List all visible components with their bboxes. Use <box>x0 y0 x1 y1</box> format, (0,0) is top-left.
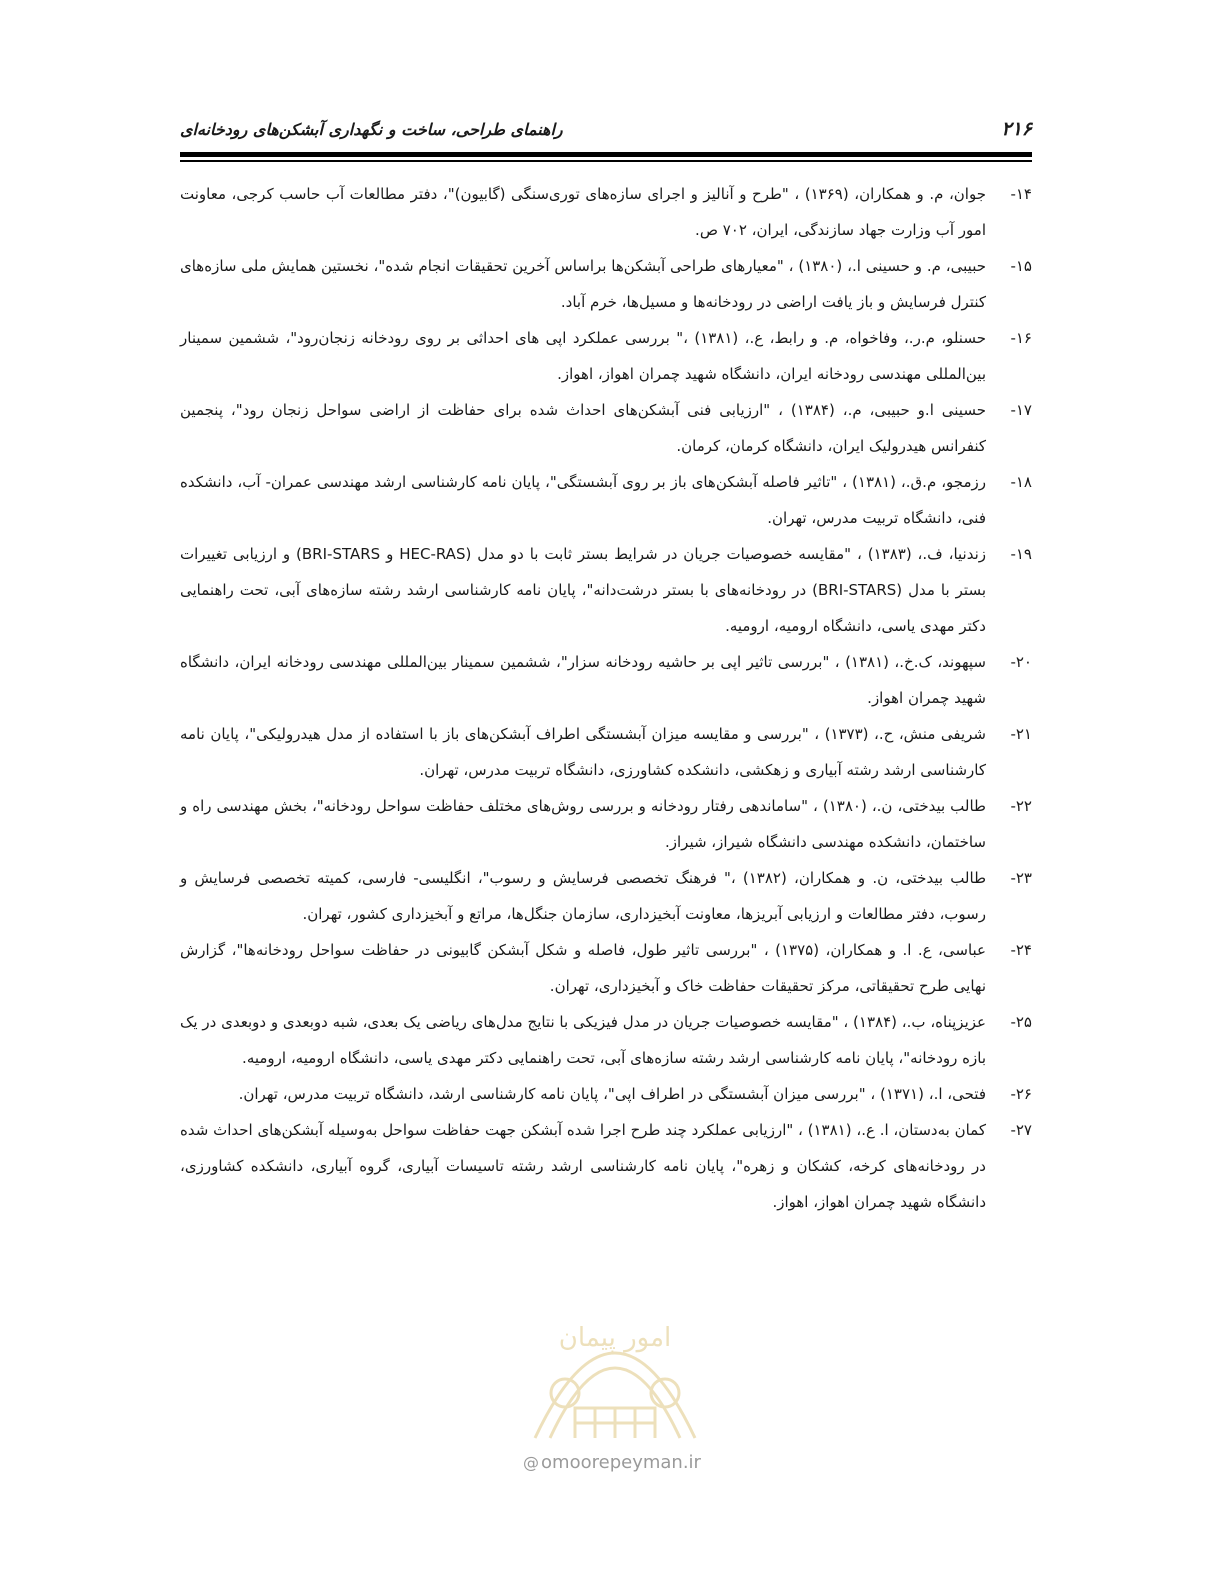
reference-text: سپهوند، ک.خ.، (۱۳۸۱) ، "بررسی تاثیر اپی بر حاشیه رودخانه سزار"، ششمین سمینار بین‌المللی مهندسی رودخانه ایران، دانشگاه شهید چمران اهواز. <box>180 653 986 707</box>
reference-text: رزمجو، م.ق.، (۱۳۸۱) ، "تاثیر فاصله آبشکن‌های باز بر روی آبشستگی"، پایان نامه کارشناسی ارشد مهندسی عمران- آب، دانشکده فنی، دانشگاه تربیت مدرس، تهران. <box>180 473 986 527</box>
reference-text: فتحی، ا.، (۱۳۷۱) ، "بررسی میزان آبشستگی در اطراف اپی"، پایان نامه کارشناسی ارشد، دانشگاه تربیت مدرس، تهران. <box>238 1085 986 1103</box>
reference-text: کمان به‌دستان، ا. ع.، (۱۳۸۱) ، "ارزیابی عملکرد چند طرح اجرا شده آبشکن جهت حفاظت سواحل به‌وسیله آبشکن‌های احداث شده در رودخانه‌های کرخه، کشکان و زهره"، پایان نامه کارشناسی ارشد رشته تاسیسات آبیاری، گروه آبیاری، دانشکده کشاورزی، دانشگاه شهید چمران اهواز، اهواز. <box>180 1121 986 1211</box>
reference-item <box>180 1004 1032 1076</box>
reference-item <box>180 644 1032 716</box>
reference-number: ۲۶- <box>1010 1085 1032 1103</box>
website-url: omoorepeyman.ir <box>541 1452 701 1473</box>
reference-number: ۱۴- <box>1010 185 1032 203</box>
reference-item <box>180 716 1032 788</box>
header-rule-thin <box>180 160 1032 162</box>
at-sign-icon: @ <box>523 1453 540 1472</box>
watermark-logo <box>505 1288 725 1468</box>
reference-text: زندنیا، ف.، (۱۳۸۳) ، "مقایسه خصوصیات جریان در شرایط بستر ثابت با دو مدل (HEC-RAS و BRI-STARS) و ارزیابی تغییرات بستر با مدل (BRI-STARS) در رودخانه‌های با بستر درشت‌دانه"، پایان نامه کارشناسی ارشد رشته سازه‌های آبی، تحت راهنمایی دکتر مهدی یاسی، دانشگاه ارومیه، ارومیه. <box>180 545 987 635</box>
reference-number: ۲۱- <box>1010 725 1032 743</box>
reference-number: ۲۷- <box>1010 1121 1032 1139</box>
reference-number: ۱۸- <box>1010 473 1032 491</box>
reference-text: حسنلو، م.ر.، وفاخواه، م. و رابط، ع.، (۱۳۸۱) ،" بررسی عملکرد اپی های احداثی بر روی رودخانه زنجان‌رود"، ششمین سمینار بین‌المللی مهندسی رودخانه ایران، دانشگاه شهید چمران اهواز، اهواز. <box>180 329 986 383</box>
reference-item <box>180 392 1032 464</box>
reference-text: طالب بیدختی، ن.، (۱۳۸۰) ، "ساماندهی رفتار رودخانه و بررسی روش‌های مختلف حفاظت سواحل رودخانه"، بخش مهندسی راه و ساختمان، دانشکده مهندسی دانشگاه شیراز، شیراز. <box>180 797 986 851</box>
reference-number: ۱۵- <box>1010 257 1032 275</box>
reference-text: عزیزپناه، ب.، (۱۳۸۴) ، "مقایسه خصوصیات جریان در مدل فیزیکی با نتایج مدل‌های ریاضی یک بعدی، شبه دوبعدی و دوبعدی در یک بازه رودخانه"، پایان نامه کارشناسی ارشد رشته سازه‌های آبی، تحت راهنمایی دکتر مهدی یاسی، دانشگاه ارومیه، ارومیه. <box>180 1013 986 1067</box>
reference-item <box>180 1076 1032 1112</box>
reference-item <box>180 176 1032 248</box>
running-title: راهنمای طراحی، ساخت و نگهداری آبشکن‌های رودخانه‌ای <box>180 120 563 139</box>
reference-number: ۱۶- <box>1010 329 1032 347</box>
reference-item <box>180 860 1032 932</box>
reference-number: ۲۴- <box>1010 941 1032 959</box>
reference-text: جوان، م. و همکاران، (۱۳۶۹) ، "طرح و آنالیز و اجرای سازه‌های توری‌سنگی (گابیون)"، دفتر مطالعات آب حاسب کرجی، معاونت امور آب وزارت جهاد سازندگی، ایران، ۷۰۲ ص. <box>180 185 986 239</box>
reference-item <box>180 248 1032 320</box>
reference-number: ۲۳- <box>1010 869 1032 887</box>
reference-number: ۲۲- <box>1010 797 1032 815</box>
reference-text: حبیبی، م. و حسینی ا.، (۱۳۸۰) ، "معیارهای طراحی آبشکن‌ها براساس آخرین تحقیقات انجام شده"، نخستین همایش ملی سازه‌های کنترل فرسایش و باز یافت اراضی در رودخانه‌ها و مسیل‌ها، خرم آباد. <box>180 257 986 311</box>
reference-list <box>180 176 1032 1220</box>
reference-item <box>180 932 1032 1004</box>
reference-number: ۱۷- <box>1010 401 1032 419</box>
reference-text: شریفی منش، ح.، (۱۳۷۳) ، "بررسی و مقایسه میزان آبشستگی اطراف آبشکن‌های باز با استفاده از مدل هیدرولیکی"، پایان نامه کارشناسی ارشد رشته آبیاری و زهکشی، دانشکده کشاورزی، دانشگاه تربیت مدرس، تهران. <box>180 725 986 779</box>
reference-item <box>180 320 1032 392</box>
footer-website <box>0 1452 1224 1473</box>
watermark-brand-text: امور پیمان <box>558 1323 672 1353</box>
reference-number: ۱۹- <box>1010 545 1032 563</box>
reference-item <box>180 536 1032 644</box>
reference-item <box>180 788 1032 860</box>
reference-text: عباسی، ع. ا. و همکاران، (۱۳۷۵) ، "بررسی تاثیر طول، فاصله و شکل آبشکن گابیونی در حفاظت سواحل رودخانه‌ها"، گزارش نهایی طرح تحقیقاتی، مرکز تحقیقات حفاظت خاک و آبخیزداری، تهران. <box>180 941 986 995</box>
reference-number: ۲۵- <box>1010 1013 1032 1031</box>
reference-text: حسینی ا.و حبیبی، م.، (۱۳۸۴) ، "ارزیابی فنی آبشکن‌های احداث شده برای حفاظت از اراضی سواحل زنجان رود"، پنجمین کنفرانس هیدرولیک ایران، دانشگاه کرمان، کرمان. <box>180 401 986 455</box>
page-number: ۲۱۶ <box>1001 118 1032 140</box>
page-header <box>180 118 1032 146</box>
reference-number: ۲۰- <box>1010 653 1032 671</box>
header-rule-thick <box>180 152 1032 157</box>
reference-item <box>180 464 1032 536</box>
reference-item <box>180 1112 1032 1220</box>
reference-text: طالب بیدختی، ن. و همکاران، (۱۳۸۲) ،" فرهنگ تخصصی فرسایش و رسوب"، انگلیسی- فارسی، کمیته تخصصی فرسایش و رسوب، دفتر مطالعات و ارزیابی آبریزها، معاونت آبخیزداری، سازمان جنگل‌ها، مراتع و آبخیزداری کشور، تهران. <box>180 869 987 923</box>
